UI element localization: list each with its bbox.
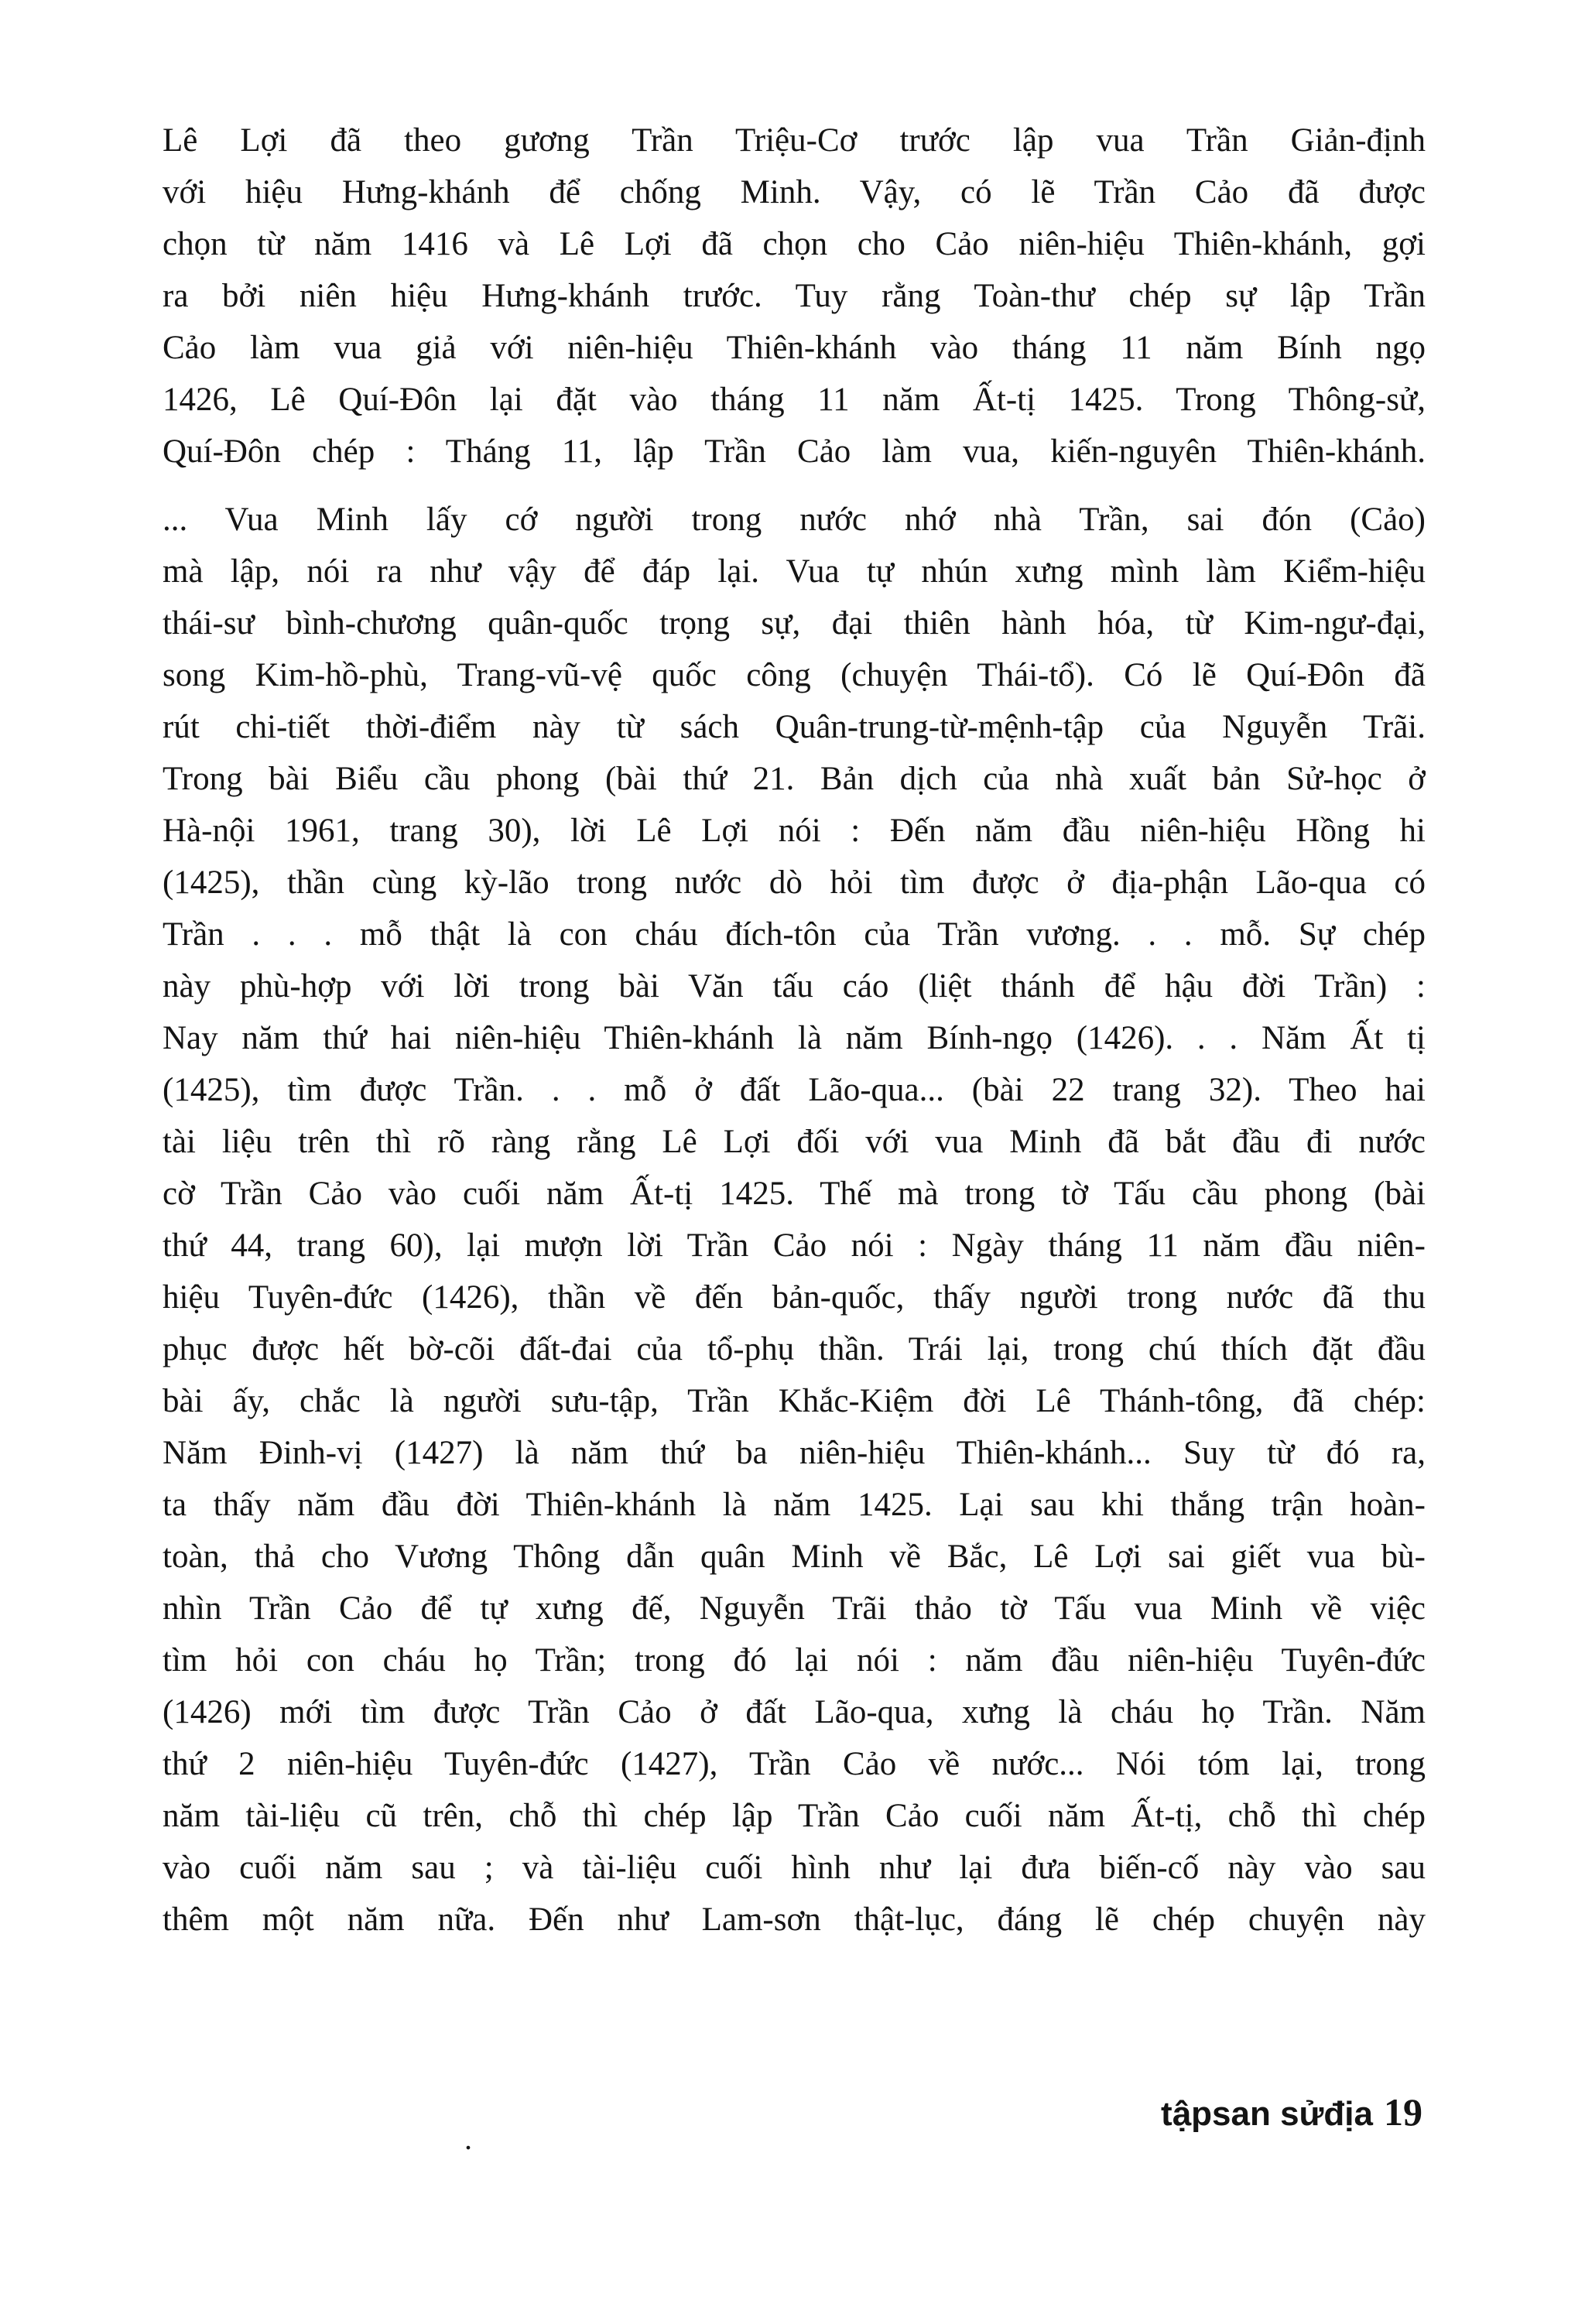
text-line: Cảo làm vua giả với niên-hiệu Thiên-khánh vào tháng 11 năm Bính ngọ (163, 330, 1426, 366)
text-line: tài liệu trên thì rõ ràng rằng Lê Lợi đối với vua Minh đã bắt đầu đi nước (163, 1124, 1426, 1160)
text-line: Hà-nội 1961, trang 30), lời Lê Lợi nói : Đến năm đầu niên-hiệu Hồng hi (163, 813, 1426, 849)
text-line: ra bởi niên hiệu Hưng-khánh trước. Tuy rằng Toàn-thư chép sự lập Trần (163, 278, 1426, 314)
text-line: nhìn Trần Cảo để tự xưng đế, Nguyễn Trãi thảo tờ Tấu vua Minh về việc (163, 1590, 1426, 1627)
page-number: 19 (1384, 2090, 1422, 2134)
text-line: với hiệu Hưng-khánh để chống Minh. Vậy, có lẽ Trần Cảo đã được (163, 174, 1426, 210)
text-line: thêm một năm nữa. Đến như Lam-sơn thật-lục, đáng lẽ chép chuyện này (163, 1901, 1426, 1938)
text-line: Năm Đinh-vị (1427) là năm thứ ba niên-hiệu Thiên-khánh... Suy từ đó ra, (163, 1435, 1426, 1471)
text-line: vào cuối năm sau ; và tài-liệu cuối hình như lại đưa biến-cố này vào sau (163, 1850, 1426, 1886)
text-line: mà lập, nói ra như vậy để đáp lại. Vua tự nhún xưng mình làm Kiểm-hiệu (163, 553, 1426, 590)
text-line: Trần . . . mỗ thật là con cháu đích-tôn của Trần vương. . . mỗ. Sự chép (163, 916, 1426, 953)
page-footer (1161, 2090, 1422, 2134)
text-line: bài ấy, chắc là người sưu-tập, Trần Khắc-Kiệm đời Lê Thánh-tông, đã chép: (163, 1383, 1426, 1419)
text-line: (1425), tìm được Trần. . . mỗ ở đất Lão-qua... (bài 22 trang 32). Theo hai (163, 1072, 1426, 1108)
text-line: chọn từ năm 1416 và Lê Lợi đã chọn cho Cảo niên-hiệu Thiên-khánh, gợi (163, 226, 1426, 262)
text-line: ta thấy năm đầu đời Thiên-khánh là năm 1425. Lại sau khi thắng trận hoàn- (163, 1487, 1426, 1523)
text-line: cờ Trần Cảo vào cuối năm Ất-tị 1425. Thế mà trong tờ Tấu cầu phong (bài (163, 1176, 1426, 1212)
text-line: Lê Lợi đã theo gương Trần Triệu-Cơ trước lập vua Trần Giản-định (163, 122, 1426, 159)
text-line: tìm hỏi con cháu họ Trần; trong đó lại nói : năm đầu niên-hiệu Tuyên-đức (163, 1642, 1426, 1679)
text-line: thái-sư bình-chương quân-quốc trọng sự, đại thiên hành hóa, từ Kim-ngư-đại, (163, 605, 1426, 642)
text-line: Nay năm thứ hai niên-hiệu Thiên-khánh là năm Bính-ngọ (1426). . . Năm Ất tị (163, 1020, 1426, 1056)
text-line: hiệu Tuyên-đức (1426), thần về đến bản-quốc, thấy người trong nước đã thu (163, 1279, 1426, 1316)
text-line: toàn, thả cho Vương Thông dẫn quân Minh về Bắc, Lê Lợi sai giết vua bù- (163, 1538, 1426, 1575)
text-line: thứ 44, trang 60), lại mượn lời Trần Cảo nói : Ngày tháng 11 năm đầu niên- (163, 1227, 1426, 1264)
text-line: Quí-Đôn chép : Tháng 11, lập Trần Cảo làm vua, kiến-nguyên Thiên-khánh. (163, 433, 1426, 470)
text-line: thứ 2 niên-hiệu Tuyên-đức (1427), Trần Cảo về nước... Nói tóm lại, trong (163, 1746, 1426, 1782)
text-line: song Kim-hồ-phù, Trang-vũ-vệ quốc công (chuyện Thái-tổ). Có lẽ Quí-Đôn đã (163, 657, 1426, 693)
text-line: 1426, Lê Quí-Đôn lại đặt vào tháng 11 năm Ất-tị 1425. Trong Thông-sử, (163, 382, 1426, 418)
text-line: rút chi-tiết thời-điểm này từ sách Quân-trung-từ-mệnh-tập của Nguyễn Trãi. (163, 709, 1426, 745)
text-line: (1426) mới tìm được Trần Cảo ở đất Lão-qua, xưng là cháu họ Trần. Năm (163, 1694, 1426, 1730)
footer-dot: . (464, 2121, 472, 2156)
text-line: phục được hết bờ-cõi đất-đai của tổ-phụ thần. Trái lại, trong chú thích đặt đầu (163, 1331, 1426, 1367)
text-line: này phù-hợp với lời trong bài Văn tấu cáo (liệt thánh để hậu đời Trần) : (163, 968, 1426, 1005)
journal-name: tậpsan sửđịa (1161, 2095, 1373, 2133)
text-line: ... Vua Minh lấy cớ người trong nước nhớ nhà Trần, sai đón (Cảo) (163, 501, 1426, 538)
text-line: năm tài-liệu cũ trên, chỗ thì chép lập Trần Cảo cuối năm Ất-tị, chỗ thì chép (163, 1798, 1426, 1834)
text-line: (1425), thần cùng kỳ-lão trong nước dò hỏi tìm được ở địa-phận Lão-qua có (163, 864, 1426, 901)
text-line: Trong bài Biểu cầu phong (bài thứ 21. Bản dịch của nhà xuất bản Sử-học ở (163, 761, 1426, 797)
